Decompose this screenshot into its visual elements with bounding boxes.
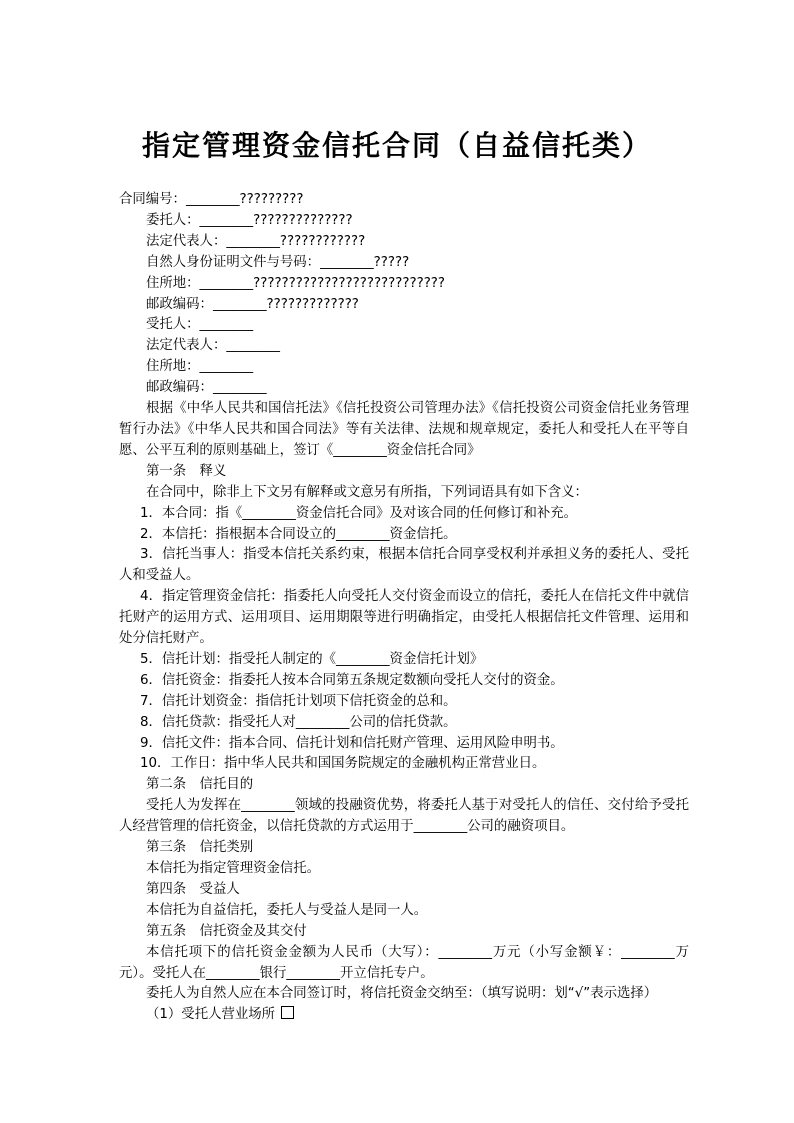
article-2-text: 受托人为发挥在________领域的投融资优势，将委托人基于对受托人的信任、交付给予受托人经营管理的信托资金，以信托贷款的方式运用于________公司的融资项目。 — [119, 798, 689, 835]
definition-item: 4．指定管理资金信托：指委托人向受托人交付资金而设立的信托，委托人在信托文件中就信托财产的运用方式、运用项目、运用期限等进行明确指定，由受托人根据信托文件管理、运用和处分信托财产。 — [119, 589, 689, 647]
article-1-heading: 第一条 释义 — [146, 463, 227, 479]
trustee-representative-field: 法定代表人：________ — [146, 338, 280, 354]
article-5-text-2: 委托人为自然人应在本合同签订时，将信托资金交纳至：（填写说明：划“√”表示选择） — [146, 986, 658, 1002]
trustor-representative-field: 法定代表人：________???????????? — [146, 233, 366, 249]
article-5-heading: 第五条 信托资金及其交付 — [146, 923, 307, 939]
article-1-lead: 在合同中，除非上下文另有解释或文意另有所指，下列词语具有如下含义： — [146, 484, 588, 500]
trustee-postcode-field: 邮政编码：________ — [146, 380, 267, 396]
trustor-postcode-field: 邮政编码：________????????????? — [146, 296, 359, 312]
id-document-field: 自然人身份证明文件与号码：________????? — [146, 254, 410, 270]
definition-item: 8．信托贷款：指受托人对________公司的信托贷款。 — [140, 714, 457, 730]
definition-item: 7．信托计划资金：指信托计划项下信托资金的总和。 — [140, 693, 457, 709]
article-3-heading: 第三条 信托类别 — [146, 840, 254, 856]
definition-item: 1．本合同：指《________资金信托合同》及对该合同的任何修订和补充。 — [140, 505, 578, 521]
definition-item: 6．信托资金：指委托人按本合同第五条规定数额向受托人交付的资金。 — [140, 672, 564, 688]
article-3-text: 本信托为指定管理资金信托。 — [146, 861, 321, 876]
definition-item: 2．本信托：指根据本合同设立的________资金信托。 — [140, 526, 457, 542]
trustor-field: 委托人：________?????????????? — [146, 212, 353, 228]
trustor-address-field: 住所地：________??????????????????????????? — [146, 275, 446, 291]
trustee-field: 受托人：________ — [146, 317, 254, 333]
option-1-row[interactable] — [119, 1005, 689, 1026]
definition-item: 9．信托文件：指本合同、信托计划和信托财产管理、运用风险申明书。 — [140, 735, 564, 751]
option-1-checkbox[interactable] — [281, 1006, 294, 1019]
document-title: 指定管理资金信托合同（自益信托类） — [141, 129, 652, 162]
article-2-heading: 第二条 信托目的 — [146, 777, 254, 793]
article-4-heading: 第四条 受益人 — [146, 881, 240, 897]
definition-item: 10．工作日：指中华人民共和国国务院规定的金融机构正常营业日。 — [140, 756, 546, 772]
trustee-address-field: 住所地：________ — [146, 359, 254, 375]
intro-paragraph: 根据《中华人民共和国信托法》《信托投资公司管理办法》《信托投资公司资金信托业务管理暂行办法》《中华人民共和国合同法》等有关法律、法规和规章规定，委托人和受托人在平等自愿、公平互利的原则基础上，签订《________资金信托合同》 — [119, 401, 689, 458]
contract-body — [119, 190, 689, 1026]
article-5-text: 本信托项下的信托资金金额为人民币（大写）：________万元（小写金额￥：________万元）。受托人在________银行________开立信托专户。 — [119, 944, 689, 981]
option-1-label: （1）受托人营业场所 — [146, 1007, 276, 1023]
definition-item: 3．信托当事人：指受本信托关系约束，根据本信托合同享受权利并承担义务的委托人、受托人和受益人。 — [119, 547, 689, 584]
definition-item: 5．信托计划：指受托人制定的《________资金信托计划》 — [140, 651, 484, 667]
contract-number: 合同编号：________????????? — [119, 192, 304, 207]
article-4-text: 本信托为自益信托，委托人与受益人是同一人。 — [146, 902, 428, 918]
